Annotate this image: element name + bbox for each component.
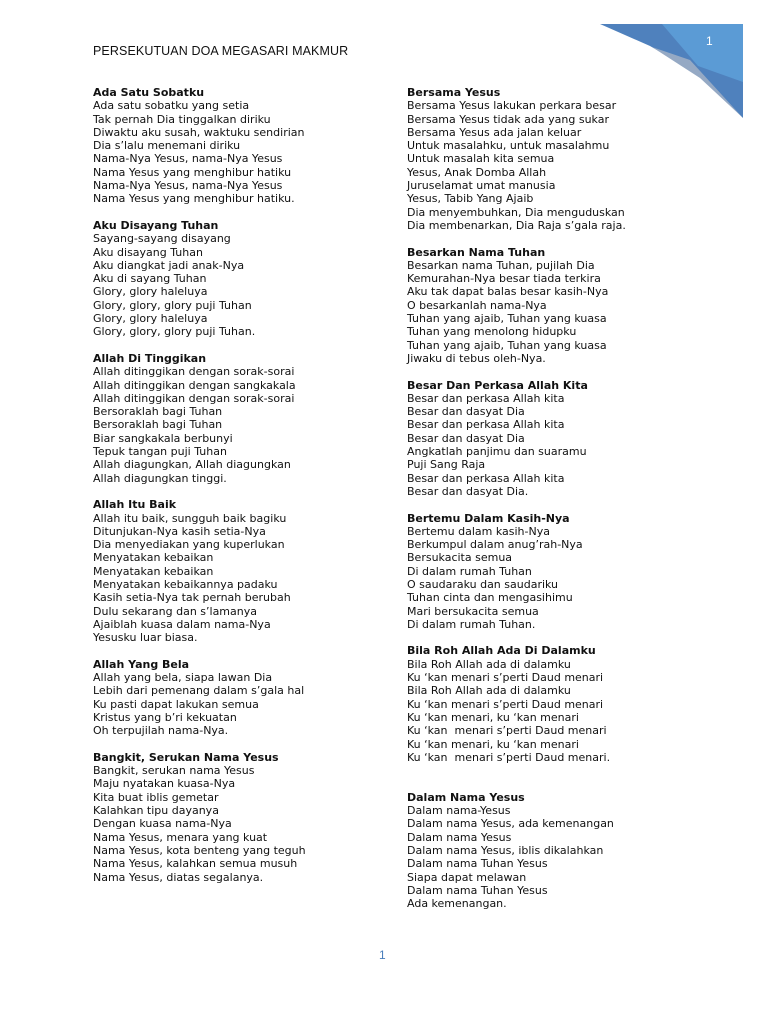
lyric-line: Aku diangkat jadi anak-Nya bbox=[93, 258, 245, 272]
lyric-line: Nama-Nya Yesus, nama-Nya Yesus bbox=[93, 152, 283, 166]
lyric-line: Dalam nama Yesus, ada kemenangan bbox=[407, 817, 614, 831]
lyric-line: Besar dan dasyat Dia bbox=[407, 431, 525, 445]
lyric-line: O besarkanlah nama-Nya bbox=[407, 298, 547, 312]
song bbox=[93, 352, 393, 485]
song-title: Aku Disayang Tuhan bbox=[93, 218, 219, 232]
left-column bbox=[93, 86, 393, 897]
lyric-line: Aku tak dapat balas besar kasih-Nya bbox=[407, 285, 609, 299]
lyric-line: Tak pernah Dia tinggalkan diriku bbox=[93, 112, 271, 126]
lyric-line: Nama Yesus, diatas segalanya. bbox=[93, 870, 264, 884]
song-title: Allah Di Tinggikan bbox=[93, 351, 207, 365]
lyric-line: Nama Yesus yang menghibur hatiku. bbox=[93, 192, 295, 206]
song-title: Ada Satu Sobatku bbox=[93, 86, 205, 99]
lyric-line: Allah yang bela, siapa lawan Dia bbox=[93, 671, 273, 685]
lyric-line: Ku ‘kan menari s’perti Daud menari bbox=[407, 697, 604, 711]
lyric-line: Diwaktu aku susah, waktuku sendirian bbox=[93, 125, 305, 139]
lyric-line: Bangkit, serukan nama Yesus bbox=[93, 764, 255, 778]
song bbox=[93, 498, 393, 644]
header-page-number: 1 bbox=[706, 34, 713, 48]
lyric-line: Dengan kuasa nama-Nya bbox=[93, 817, 232, 831]
lyric-line: Dalam nama Yesus bbox=[407, 830, 512, 844]
song bbox=[407, 379, 707, 499]
lyric-line: Bersoraklah bagi Tuhan bbox=[93, 405, 223, 419]
lyric-line: Nama Yesus yang menghibur hatiku bbox=[93, 165, 292, 179]
lyric-line: Ku ‘kan menari, ku ‘kan menari bbox=[407, 710, 579, 724]
lyric-line: Dulu sekarang dan s’lamanya bbox=[93, 604, 257, 618]
lyric-line: Angkatlah panjimu dan suaramu bbox=[407, 445, 587, 459]
lyric-line: Ada kemenangan. bbox=[407, 897, 507, 911]
lyric-line: Nama-Nya Yesus, nama-Nya Yesus bbox=[93, 179, 283, 193]
lyric-line: Ku ‘kan menari s’perti Daud menari. bbox=[407, 750, 611, 764]
footer-page-number: 1 bbox=[379, 948, 386, 962]
lyric-line: Allah ditinggikan dengan sangkakala bbox=[93, 378, 296, 392]
song-title: Besar Dan Perkasa Allah Kita bbox=[407, 378, 588, 392]
lyric-line: Juruselamat umat manusia bbox=[407, 179, 556, 193]
lyric-line: Besar dan dasyat Dia. bbox=[407, 484, 529, 498]
lyric-line: Untuk masalahku, untuk masalahmu bbox=[407, 139, 610, 153]
lyric-line: Ku pasti dapat lakukan semua bbox=[93, 697, 259, 711]
lyric-line: Menyatakan kebaikannya padaku bbox=[93, 577, 278, 591]
song-title: Allah Yang Bela bbox=[93, 657, 190, 671]
lyric-line: Dia membenarkan, Dia Raja s’gala raja. bbox=[407, 218, 626, 232]
lyric-line: Kalahkan tipu dayanya bbox=[93, 804, 219, 818]
lyric-line: Bersukacita semua bbox=[407, 551, 513, 565]
lyric-line: Tuhan yang ajaib, Tuhan yang kuasa bbox=[407, 312, 607, 326]
lyric-line: Jiwaku di tebus oleh-Nya. bbox=[407, 351, 546, 365]
lyric-line: Bersama Yesus ada jalan keluar bbox=[407, 125, 582, 139]
lyric-line: Ku ‘kan menari s’perti Daud menari bbox=[407, 724, 607, 738]
lyric-line: Glory, glory, glory puji Tuhan. bbox=[93, 325, 256, 339]
lyric-line: Bersama Yesus lakukan perkara besar bbox=[407, 99, 617, 113]
lyric-line: Glory, glory haleluya bbox=[93, 285, 208, 299]
song-title: Bila Roh Allah Ada Di Dalamku bbox=[407, 644, 596, 658]
right-column bbox=[407, 86, 707, 924]
lyric-line: Biar sangkakala berbunyi bbox=[93, 431, 233, 445]
lyric-line: Bersama Yesus tidak ada yang sukar bbox=[407, 112, 609, 126]
lyric-line: Allah ditinggikan dengan sorak-sorai bbox=[93, 391, 295, 405]
song bbox=[407, 86, 707, 232]
lyric-line: Mari bersukacita semua bbox=[407, 604, 539, 618]
lyric-line: Yesus, Anak Domba Allah bbox=[407, 165, 547, 179]
lyric-line: Allah ditinggikan dengan sorak-sorai bbox=[93, 365, 295, 379]
lyric-line: Menyatakan kebaikan bbox=[93, 564, 214, 578]
lyric-line: Tuhan cinta dan mengasihimu bbox=[407, 591, 573, 605]
song-title: Allah Itu Baik bbox=[93, 498, 177, 512]
lyric-line: Dia menyembuhkan, Dia menguduskan bbox=[407, 205, 625, 219]
lyric-line: Allah itu baik, sungguh baik bagiku bbox=[93, 511, 287, 525]
lyric-line: Lebih dari pemenang dalam s’gala hal bbox=[93, 684, 305, 698]
lyric-line: Bersoraklah bagi Tuhan bbox=[93, 418, 223, 432]
song bbox=[407, 644, 707, 764]
lyric-line: Di dalam rumah Tuhan bbox=[407, 564, 532, 578]
lyric-line: Bila Roh Allah ada di dalamku bbox=[407, 684, 571, 698]
song bbox=[407, 246, 707, 366]
lyric-line: Kita buat iblis gemetar bbox=[93, 790, 219, 804]
lyric-line: Tepuk tangan puji Tuhan bbox=[93, 445, 227, 459]
song bbox=[407, 512, 707, 632]
lyric-line: Ku ‘kan menari, ku ‘kan menari bbox=[407, 737, 579, 751]
lyric-line: Kemurahan-Nya besar tiada terkira bbox=[407, 272, 601, 286]
lyric-line: Aku di sayang Tuhan bbox=[93, 272, 207, 286]
lyric-line: Oh terpujilah nama-Nya. bbox=[93, 724, 229, 738]
lyric-line: Dalam nama-Yesus bbox=[407, 804, 511, 818]
song-title: Besarkan Nama Tuhan bbox=[407, 245, 546, 259]
song bbox=[93, 658, 393, 738]
lyric-line: Dia s’lalu menemani diriku bbox=[93, 139, 241, 153]
song-title: Bersama Yesus bbox=[407, 86, 501, 99]
lyric-line: Ku ‘kan menari s’perti Daud menari bbox=[407, 671, 604, 685]
lyric-line: Ajaiblah kuasa dalam nama-Nya bbox=[93, 617, 271, 631]
lyric-line: Ditunjukan-Nya kasih setia-Nya bbox=[93, 524, 266, 538]
lyric-line: Kristus yang b’ri kekuatan bbox=[93, 710, 237, 724]
lyric-line: Sayang-sayang disayang bbox=[93, 232, 231, 246]
lyric-line: Yesus, Tabib Yang Ajaib bbox=[407, 192, 534, 206]
lyric-line: Dalam nama Yesus, iblis dikalahkan bbox=[407, 843, 604, 857]
lyric-line: Besar dan perkasa Allah kita bbox=[407, 418, 565, 432]
lyric-line: Besar dan perkasa Allah kita bbox=[407, 471, 565, 485]
song-title: Bertemu Dalam Kasih-Nya bbox=[407, 511, 570, 525]
lyric-line: Siapa dapat melawan bbox=[407, 870, 527, 884]
lyric-line: Maju nyatakan kuasa-Nya bbox=[93, 777, 236, 791]
lyric-line: Dia menyediakan yang kuperlukan bbox=[93, 538, 285, 552]
song bbox=[93, 86, 393, 206]
lyric-line: Bila Roh Allah ada di dalamku bbox=[407, 657, 571, 671]
lyric-line: Tuhan yang menolong hidupku bbox=[407, 325, 577, 339]
lyric-line: Besar dan dasyat Dia bbox=[407, 405, 525, 419]
document-header-title: PERSEKUTUAN DOA MEGASARI MAKMUR bbox=[93, 44, 349, 58]
lyric-line: Di dalam rumah Tuhan. bbox=[407, 617, 536, 631]
lyric-line: Menyatakan kebaikan bbox=[93, 551, 214, 565]
song bbox=[93, 219, 393, 339]
lyric-line: Allah diagungkan, Allah diagungkan bbox=[93, 458, 291, 472]
lyric-line: Nama Yesus, kalahkan semua musuh bbox=[93, 857, 298, 871]
lyric-line: Tuhan yang ajaib, Tuhan yang kuasa bbox=[407, 338, 607, 352]
song bbox=[93, 751, 393, 884]
song-title: Bangkit, Serukan Nama Yesus bbox=[93, 750, 279, 764]
lyric-line: Bertemu dalam kasih-Nya bbox=[407, 524, 550, 538]
lyric-line: Yesusku luar biasa. bbox=[93, 631, 198, 645]
lyric-line: Ada satu sobatku yang setia bbox=[93, 99, 250, 113]
lyric-line: Dalam nama Tuhan Yesus bbox=[407, 883, 548, 897]
lyric-line: Puji Sang Raja bbox=[407, 458, 486, 472]
lyric-line: Allah diagungkan tinggi. bbox=[93, 471, 227, 485]
lyric-line: Besarkan nama Tuhan, pujilah Dia bbox=[407, 258, 595, 272]
lyric-line: Nama Yesus, kota benteng yang teguh bbox=[93, 843, 306, 857]
lyric-line: Berkumpul dalam anug’rah-Nya bbox=[407, 538, 583, 552]
lyric-line: Dalam nama Tuhan Yesus bbox=[407, 857, 548, 871]
lyric-line: Besar dan perkasa Allah kita bbox=[407, 391, 565, 405]
lyric-line: Glory, glory haleluya bbox=[93, 312, 208, 326]
lyric-line: Glory, glory, glory puji Tuhan bbox=[93, 298, 252, 312]
lyric-line: Aku disayang Tuhan bbox=[93, 245, 203, 259]
song-title: Dalam Nama Yesus bbox=[407, 790, 525, 804]
song bbox=[407, 791, 707, 911]
lyric-line: Untuk masalah kita semua bbox=[407, 152, 555, 166]
lyric-line: Kasih setia-Nya tak pernah berubah bbox=[93, 591, 291, 605]
lyric-line: O saudaraku dan saudariku bbox=[407, 577, 559, 591]
lyric-line: Nama Yesus, menara yang kuat bbox=[93, 830, 268, 844]
